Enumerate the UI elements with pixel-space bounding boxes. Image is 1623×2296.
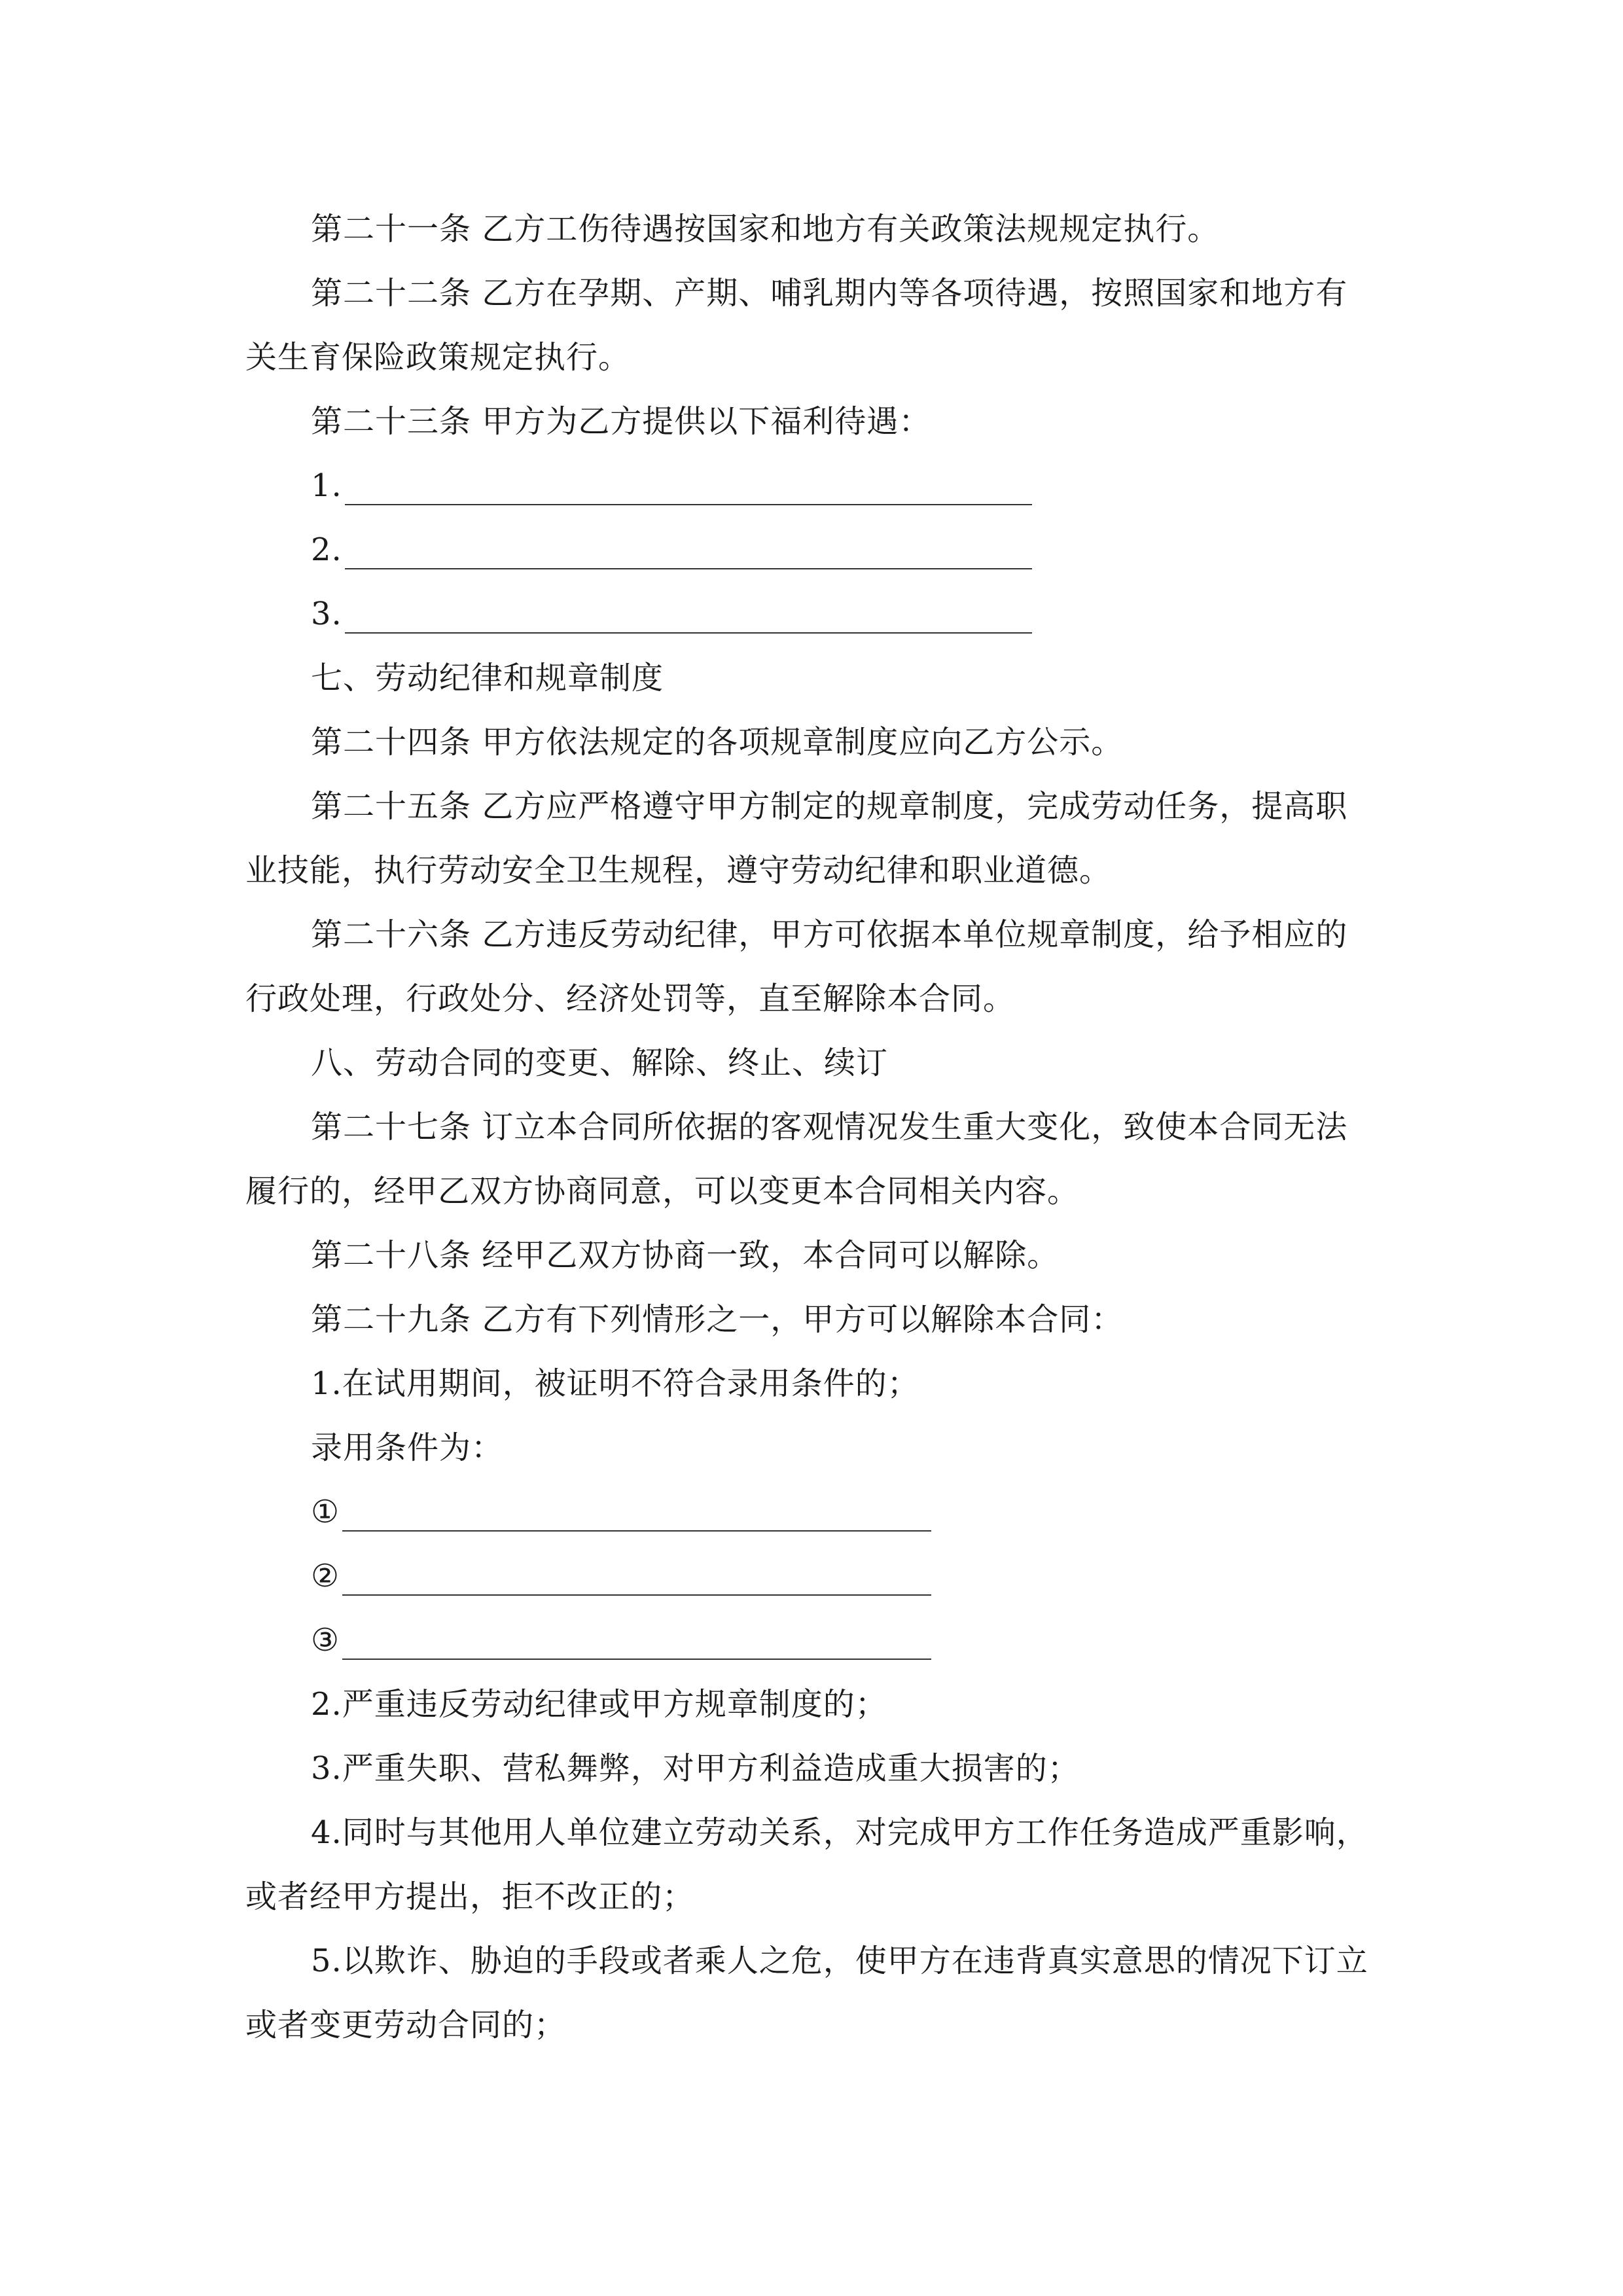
welfare-blank-3 [311, 594, 1032, 634]
article-21: 第二十一条 乙方工伤待遇按国家和地方有关政策法规规定执行。 [311, 211, 1220, 247]
fill-in-blank [345, 600, 1032, 634]
welfare-blank-label: 2. [311, 531, 342, 568]
article-25-line2: 业技能，执行劳动安全卫生规程，遵守劳动纪律和职业道德。 [245, 852, 1112, 889]
condition-blank-label: ② [311, 1558, 340, 1594]
article-28: 第二十八条 经甲乙双方协商一致，本合同可以解除。 [311, 1237, 1060, 1274]
clause-2: 2.严重违反劳动纪律或甲方规章制度的； [311, 1686, 887, 1723]
article-22-line1: 第二十二条 乙方在孕期、产期、哺乳期内等各项待遇，按照国家和地方有 [311, 275, 1348, 312]
welfare-blank-label: 1. [311, 467, 342, 504]
welfare-blank-1 [311, 466, 1032, 505]
section-8-heading: 八、劳动合同的变更、解除、终止、续订 [311, 1045, 889, 1081]
condition-blank-2 [311, 1556, 931, 1596]
clause-4-line2: 或者经甲方提出，拒不改正的； [245, 1878, 695, 1915]
article-22-line2: 关生育保险政策规定执行。 [245, 339, 631, 376]
section-7-heading: 七、劳动纪律和规章制度 [311, 660, 664, 696]
clause-4-line1: 4.同时与其他用人单位建立劳动关系，对完成甲方工作任务造成严重影响， [311, 1814, 1368, 1851]
article-23: 第二十三条 甲方为乙方提供以下福利待遇： [311, 403, 931, 440]
fill-in-blank [342, 1562, 931, 1596]
fill-in-blank [342, 1626, 931, 1660]
clause-1: 1.在试用期间，被证明不符合录用条件的； [311, 1365, 919, 1402]
hiring-conditions-label: 录用条件为： [311, 1429, 504, 1466]
welfare-blank-label: 3. [311, 596, 342, 632]
article-27-line1: 第二十七条 订立本合同所依据的客观情况发生重大变化，致使本合同无法 [311, 1109, 1348, 1145]
clause-5-line1: 5.以欺诈、胁迫的手段或者乘人之危，使甲方在违背真实意思的情况下订立 [311, 1943, 1368, 1979]
clause-5-line2: 或者变更劳动合同的； [245, 2007, 567, 2043]
condition-blank-label: ① [311, 1494, 340, 1530]
article-24: 第二十四条 甲方依法规定的各项规章制度应向乙方公示。 [311, 724, 1124, 761]
article-26-line1: 第二十六条 乙方违反劳动纪律，甲方可依据本单位规章制度，给予相应的 [311, 916, 1348, 953]
article-29: 第二十九条 乙方有下列情形之一，甲方可以解除本合同： [311, 1301, 1124, 1338]
article-25-line1: 第二十五条 乙方应严格遵守甲方制定的规章制度，完成劳动任务，提高职 [311, 788, 1348, 825]
fill-in-blank [345, 535, 1032, 569]
condition-blank-label: ③ [311, 1622, 340, 1659]
article-26-line2: 行政处理，行政处分、经济处罚等，直至解除本合同。 [245, 980, 1016, 1017]
clause-3: 3.严重失职、营私舞弊，对甲方利益造成重大损害的； [311, 1750, 1080, 1787]
welfare-blank-2 [311, 530, 1032, 569]
fill-in-blank [345, 471, 1032, 505]
condition-blank-3 [311, 1621, 931, 1660]
fill-in-blank [342, 1498, 931, 1532]
condition-blank-1 [311, 1492, 931, 1532]
article-27-line2: 履行的，经甲乙双方协商同意，可以变更本合同相关内容。 [245, 1173, 1080, 1210]
